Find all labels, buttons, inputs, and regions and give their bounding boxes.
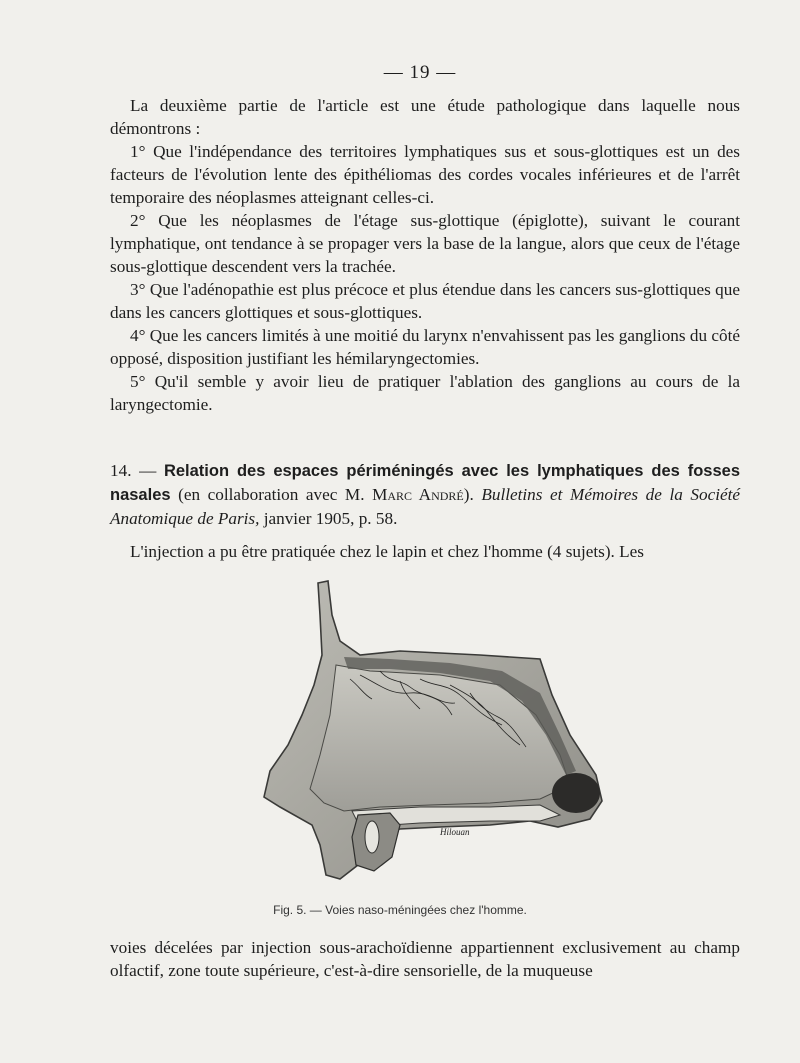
point-1: 1° Que l'indépendance des territoires lymphatiques sus et sous-glottiques est un des facteurs de l'évolution lente des épithéliomas des cordes vocales inférieures et de l'arrêt temporaire des néoplasmes atteignant celles-ci.	[110, 142, 740, 207]
section-14-header	[110, 459, 740, 530]
injection-paragraph-continued: voies décelées par injection sous-arachoïdienne appartiennent exclusivement au champ olfactif, zone toute supérieure, c'est-à-dire sensorielle, de la muqueuse	[110, 938, 740, 980]
article-summary	[110, 94, 740, 416]
collab-prefix: (en collaboration avec M.	[178, 485, 365, 504]
vestibule-mass	[552, 773, 600, 813]
collab-name: Marc André	[372, 485, 464, 504]
section-heading	[110, 459, 740, 530]
point-4: 4° Que les cancers limités à une moitié du larynx n'envahissent pas les ganglions du côté opposé, disposition justifiant les hémilaryngectomies.	[110, 326, 740, 368]
para-after-figure	[110, 936, 740, 982]
page-number: — 19 —	[383, 62, 457, 83]
section-dash: —	[139, 461, 157, 480]
intro-paragraph: La deuxième partie de l'article est une étude pathologique dans laquelle nous démontrons :	[110, 96, 740, 138]
para-before-figure	[110, 540, 740, 563]
section-title: Relation des espaces périméningés avec les lymphatiques des fosses nasales	[110, 462, 741, 504]
collab-suffix: ).	[463, 485, 474, 504]
figure-caption: Fig. 5. — Voies naso-méningées chez l'homme.	[273, 903, 527, 917]
point-3: 3° Que l'adénopathie est plus précoce et plus étendue dans les cancers sus-glottiques que dans les cancers glottiques et sous-glottiques.	[110, 280, 740, 322]
injection-paragraph-start: L'injection a pu être pratiquée chez le lapin et chez l'homme (4 sujets). Les	[130, 542, 644, 561]
point-5: 5° Qu'il semble y avoir lieu de pratiquer l'ablation des ganglions au cours de la laryngectomie.	[110, 372, 740, 414]
section-number: 14.	[110, 461, 132, 480]
nasal-fossa-illustration	[240, 575, 610, 895]
publication-date: janvier 1905, p. 58.	[263, 509, 398, 528]
journal-name: Bulletins et Mémoires de la Société Anatomique de Paris,	[110, 485, 741, 528]
figure-signature: Hilouan	[440, 827, 470, 837]
point-2: 2° Que les néoplasmes de l'étage sus-glottique (épiglotte), suivant le courant lymphatique, ont tendance à se propager vers la base de la langue, alors que ceux de l'étage sous-glottique descendent vers la trachée.	[110, 211, 740, 276]
palate-oval	[365, 821, 379, 853]
